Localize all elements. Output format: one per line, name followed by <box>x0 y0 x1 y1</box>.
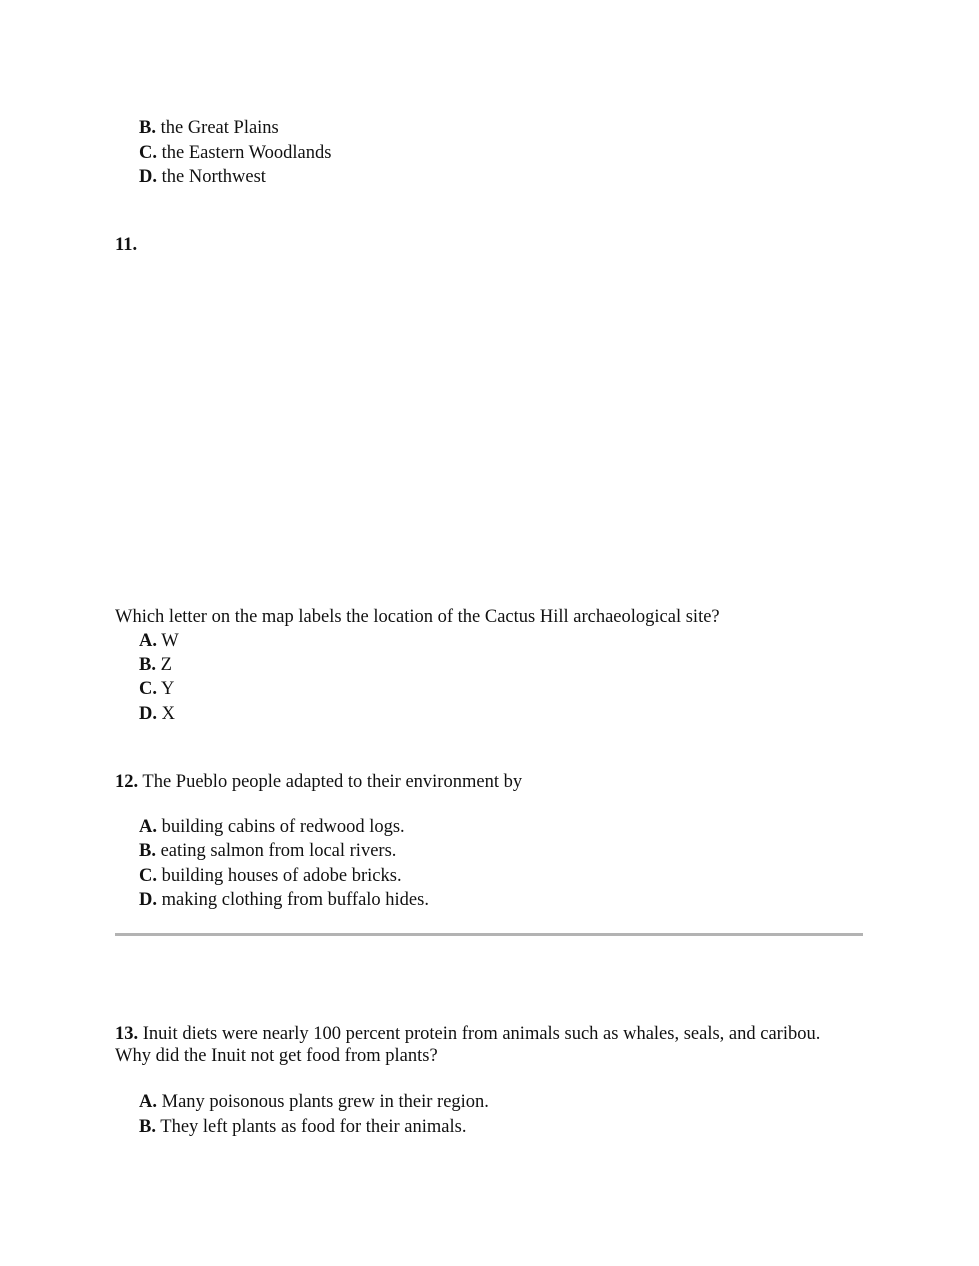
q12-question-text: The Pueblo people adapted to their environment by <box>142 772 523 792</box>
option-letter: D. <box>139 890 157 910</box>
q10-option-b <box>139 117 279 139</box>
option-text: building houses of adobe bricks. <box>161 866 402 886</box>
q11-option-d <box>139 703 175 725</box>
option-text: building cabins of redwood logs. <box>161 817 405 837</box>
q10-option-c <box>139 142 331 164</box>
option-text: the Eastern Woodlands <box>161 143 332 163</box>
option-text: Many poisonous plants grew in their region. <box>161 1092 489 1112</box>
option-text: the Great Plains <box>160 118 279 138</box>
q10-option-d <box>139 166 266 188</box>
option-letter: C. <box>139 866 157 886</box>
option-text: making clothing from buffalo hides. <box>161 890 429 910</box>
option-letter: A. <box>139 817 157 837</box>
q13-stem-line-1 <box>115 1023 820 1045</box>
option-letter: D. <box>139 704 157 724</box>
q13-question-text-1: Inuit diets were nearly 100 percent protein from animals such as whales, seals, and caribou. <box>142 1024 821 1044</box>
option-text: Y <box>160 679 175 699</box>
q12-number: 12. <box>115 772 139 792</box>
option-letter: B. <box>139 655 156 675</box>
option-text: eating salmon from local rivers. <box>160 841 397 861</box>
option-text: Z <box>160 655 172 675</box>
option-letter: B. <box>139 841 156 861</box>
q11-option-a <box>139 630 179 652</box>
q12-option-d <box>139 889 429 911</box>
q12-option-c <box>139 865 402 887</box>
option-letter: C. <box>139 143 157 163</box>
option-text: W <box>161 631 179 651</box>
option-text: They left plants as food for their animals. <box>160 1117 467 1137</box>
q13-number: 13. <box>115 1024 139 1044</box>
q11-number: 11. <box>115 235 138 255</box>
q13-option-b <box>139 1116 466 1138</box>
option-text: X <box>161 704 175 724</box>
option-letter: A. <box>139 1092 157 1112</box>
option-letter: B. <box>139 1117 156 1137</box>
option-letter: A. <box>139 631 157 651</box>
q11-question-text: Which letter on the map labels the location of the Cactus Hill archaeological site? <box>115 607 720 627</box>
q13-option-a <box>139 1091 489 1113</box>
q12-stem <box>115 771 522 793</box>
q13-question-text-2: Why did the Inuit not get food from plants? <box>115 1046 438 1066</box>
q11-option-b <box>139 654 172 676</box>
q11-option-c <box>139 678 174 700</box>
q12-option-a <box>139 816 405 838</box>
q12-option-b <box>139 840 396 862</box>
section-divider <box>115 933 863 936</box>
option-letter: C. <box>139 679 157 699</box>
option-text: the Northwest <box>161 167 266 187</box>
option-letter: D. <box>139 167 157 187</box>
option-letter: B. <box>139 118 156 138</box>
